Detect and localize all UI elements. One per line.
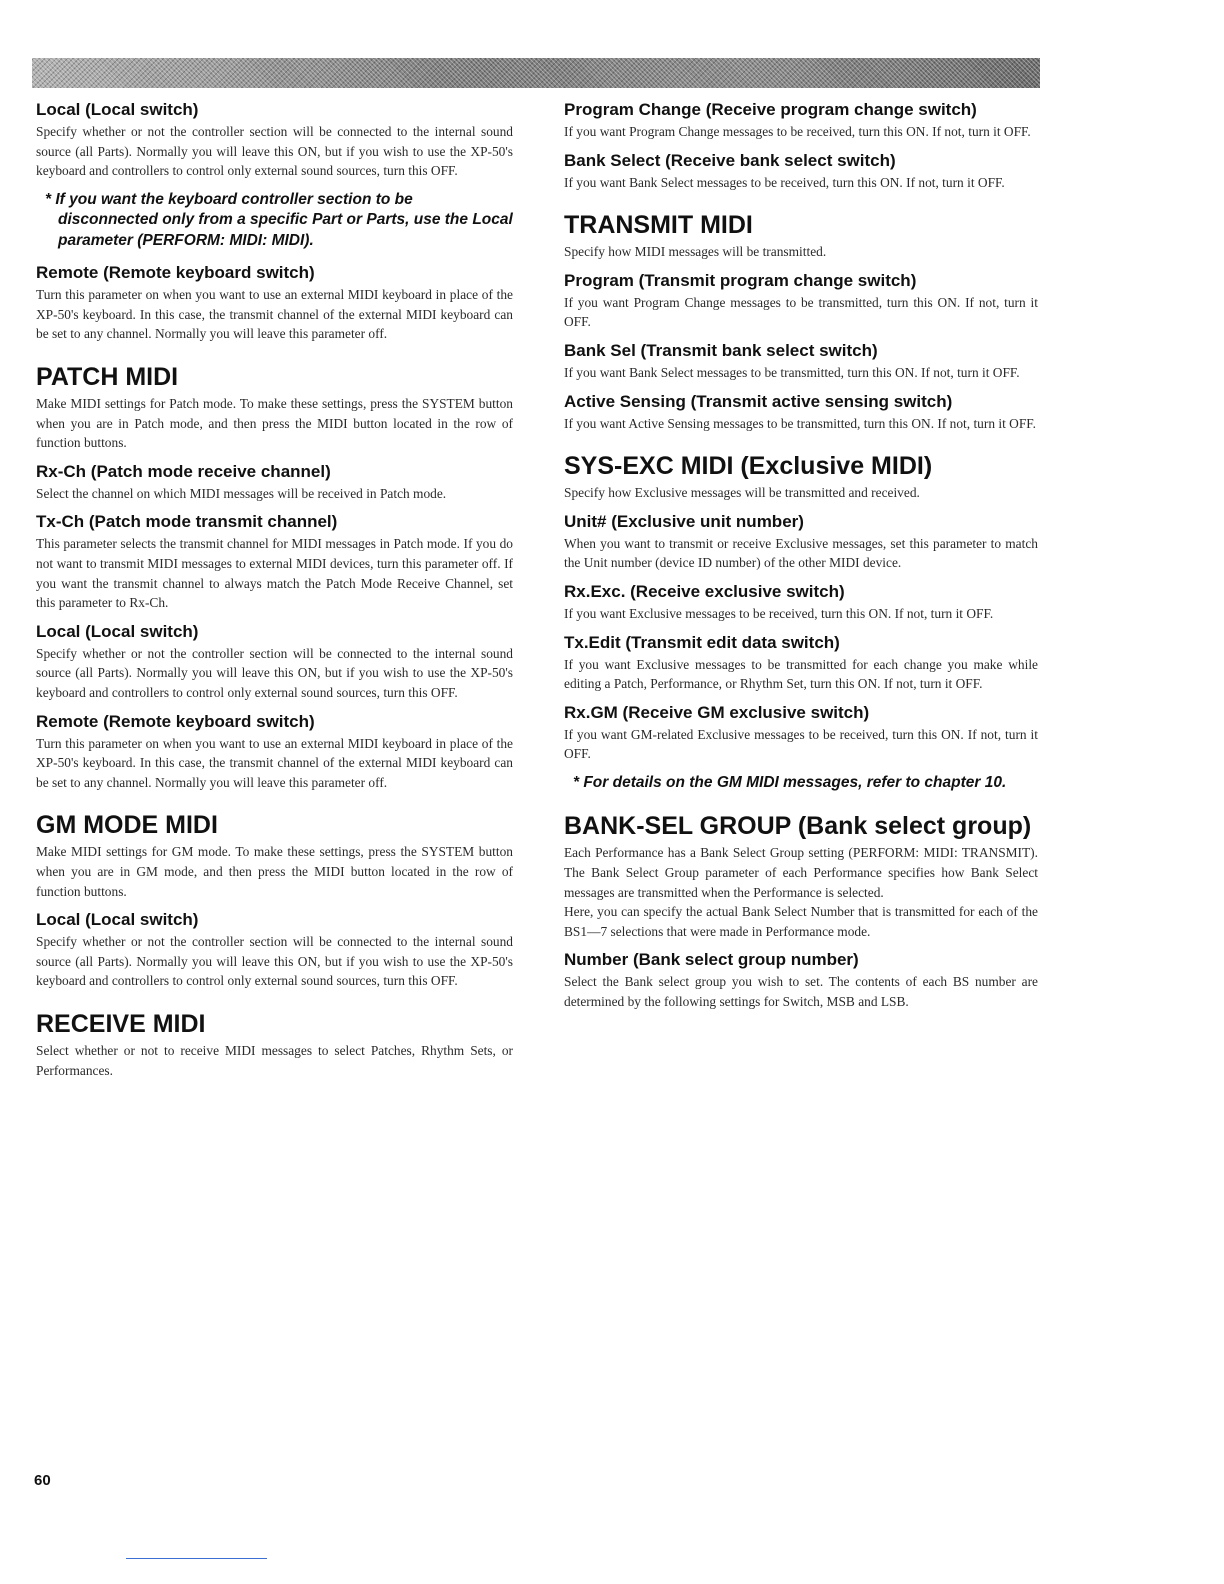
bank-sel-group-body-2: Here, you can specify the actual Bank Select Number that is transmitted for each of the BS1—7 selections that were made in Performance mode. <box>564 904 1038 939</box>
bank-select-body: If you want Bank Select messages to be received, turn this ON. If not, turn it OFF. <box>564 174 1005 190</box>
patch-local-title: Local (Local switch) <box>36 621 199 641</box>
bank-select-title: Bank Select (Receive bank select switch) <box>564 150 896 170</box>
bank-sel-title: Bank Sel (Transmit bank select switch) <box>564 340 878 360</box>
page-number: 60 <box>34 1472 51 1489</box>
local-note: * If you want the keyboard controller section to be disconnected only from a specific Part or Parts, use the Local parameter (PERFORM: MIDI: MIDI). <box>45 190 513 249</box>
transmit-midi-heading: TRANSMIT MIDI <box>564 211 753 240</box>
gm-mode-midi-heading: GM MODE MIDI <box>36 811 218 840</box>
right-column <box>564 100 1038 1021</box>
patch-remote-body: Turn this parameter on when you want to use an external MIDI keyboard in place of the XP-50's keyboard. In this case, the transmit channel of the external MIDI keyboard can be set to any channel. Normally you will leave this parameter off. <box>36 735 513 790</box>
remote-switch-body: Turn this parameter on when you want to use an external MIDI keyboard in place of the XP-50's keyboard. In this case, the transmit channel of the external MIDI keyboard can be set to any channel. Normally you will leave this parameter off. <box>36 287 513 342</box>
bank-sel-group-heading: BANK-SEL GROUP (Bank select group) <box>564 812 1032 841</box>
rx-exc-title: Rx.Exc. (Receive exclusive switch) <box>564 581 845 601</box>
remote-switch-title: Remote (Remote keyboard switch) <box>36 263 315 283</box>
gm-local-title: Local (Local switch) <box>36 910 199 930</box>
receive-midi-body: Select whether or not to receive MIDI messages to select Patches, Rhythm Sets, or Performances. <box>36 1042 513 1078</box>
bottom-rule <box>126 1558 267 1559</box>
tx-edit-body: If you want Exclusive messages to be transmitted for each change you make while editing a Patch, Performance, or Rhythm Set, turn this ON. If not, turn it OFF. <box>564 656 1038 692</box>
left-column <box>36 100 513 1089</box>
patch-remote-title: Remote (Remote keyboard switch) <box>36 711 315 731</box>
unit-body: When you want to transmit or receive Exclusive messages, set this parameter to match the Unit number (device ID number) of the other MIDI device. <box>564 535 1038 571</box>
tx-edit-title: Tx.Edit (Transmit edit data switch) <box>564 632 840 652</box>
sys-exc-midi-heading: SYS-EXC MIDI (Exclusive MIDI) <box>564 452 933 481</box>
bank-sel-group-body-1: Each Performance has a Bank Select Group setting (PERFORM: MIDI: TRANSMIT). The Bank Select Group parameter of each Performance specifies how Bank Select messages are transmitted when the Performance is selected. <box>564 845 1038 900</box>
gm-note: * For details on the GM MIDI messages, refer to chapter 10. <box>573 773 1007 791</box>
header-band <box>32 58 1040 88</box>
rx-gm-title: Rx.GM (Receive GM exclusive switch) <box>564 702 870 722</box>
patch-midi-heading: PATCH MIDI <box>36 363 179 392</box>
rx-ch-title: Rx-Ch (Patch mode receive channel) <box>36 461 331 481</box>
gm-mode-midi-body: Make MIDI settings for GM mode. To make these settings, press the SYSTEM button when you are in GM mode, and then press the MIDI button located in the row of function buttons. <box>36 844 513 899</box>
tx-ch-body: This parameter selects the transmit channel for MIDI messages in Patch mode. If you do not want to transmit MIDI messages to external MIDI devices, turn this parameter off. If you want the transmit channel to always match the Patch Mode Receive Channel, set this parameter to Rx-Ch. <box>36 536 513 611</box>
rx-gm-body: If you want GM-related Exclusive messages to be received, turn this ON. If not, turn it OFF. <box>564 726 1038 762</box>
local-switch-title: Local (Local switch) <box>36 100 199 119</box>
transmit-midi-body: Specify how MIDI messages will be transmitted. <box>564 244 827 260</box>
active-sensing-title: Active Sensing (Transmit active sensing switch) <box>564 391 953 411</box>
program-change-body: If you want Program Change messages to be received, turn this ON. If not, turn it OFF. <box>564 124 1031 139</box>
receive-midi-heading: RECEIVE MIDI <box>36 1009 206 1038</box>
gm-local-body: Specify whether or not the controller section will be connected to the internal sound source (all Parts). Normally you will leave this ON, but if you wish to use the XP-50's keyboard and controllers to control only external sound sources, turn this OFF. <box>36 934 513 989</box>
rx-exc-body: If you want Exclusive messages to be received, turn this ON. If not, turn it OFF. <box>564 605 994 621</box>
program-body: If you want Program Change messages to be transmitted, turn this ON. If not, turn it OFF. <box>564 294 1038 330</box>
patch-midi-body: Make MIDI settings for Patch mode. To make these settings, press the SYSTEM button when you are in Patch mode, and then press the MIDI button located in the row of function buttons. <box>36 396 513 451</box>
number-title: Number (Bank select group number) <box>564 950 859 970</box>
rx-ch-body: Select the channel on which MIDI messages will be received in Patch mode. <box>36 485 447 501</box>
number-body: Select the Bank select group you wish to set. The contents of each BS number are determined by the following settings for Switch, MSB and LSB. <box>564 974 1038 1009</box>
patch-local-body: Specify whether or not the controller section will be connected to the internal sound source (all Parts). Normally you will leave this ON, but if you wish to use the XP-50's keyboard and controllers to control only external sound sources, turn this OFF. <box>36 645 513 700</box>
program-change-title: Program Change (Receive program change switch) <box>564 100 977 119</box>
local-switch-body: Specify whether or not the controller section will be connected to the internal sound source (all Parts). Normally you will leave this ON, but if you wish to use the XP-50's keyboard and controllers to control only external sound sources, turn this OFF. <box>36 124 513 179</box>
tx-ch-title: Tx-Ch (Patch mode transmit channel) <box>36 512 338 532</box>
program-title: Program (Transmit program change switch) <box>564 270 917 290</box>
sys-exc-midi-body: Specify how Exclusive messages will be transmitted and received. <box>564 485 920 501</box>
unit-title: Unit# (Exclusive unit number) <box>564 511 804 531</box>
bank-sel-body: If you want Bank Select messages to be transmitted, turn this ON. If not, turn it OFF. <box>564 364 1020 380</box>
active-sensing-body: If you want Active Sensing messages to be transmitted, turn this ON. If not, turn it OFF. <box>564 415 1037 431</box>
